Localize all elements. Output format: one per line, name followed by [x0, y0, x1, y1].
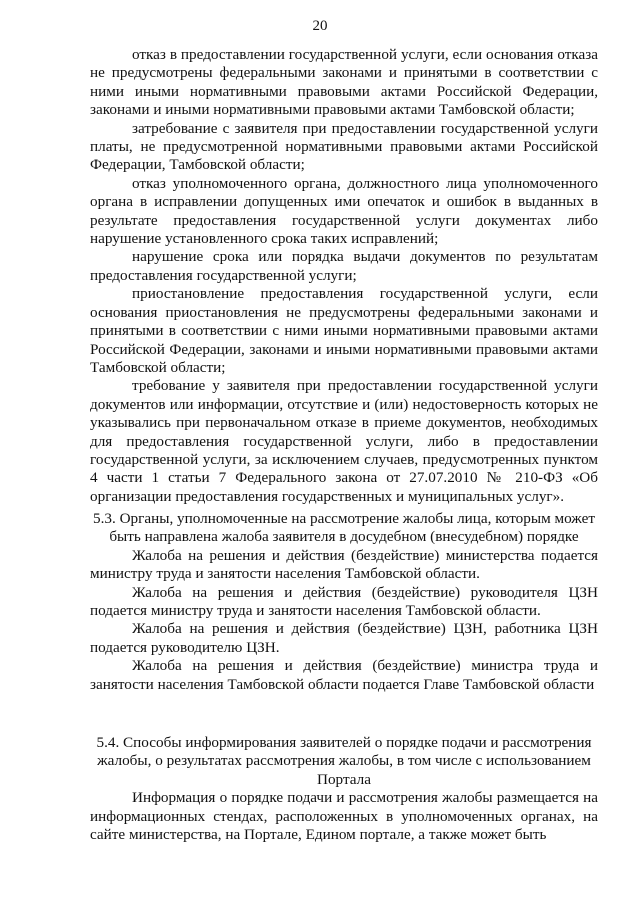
page-number: 20: [312, 18, 328, 34]
paragraph-czn-complaint: Жалоба на решения и действия (бездействие) ЦЗН, работника ЦЗН подается руководителю ЦЗН.: [90, 620, 598, 656]
paragraph-fee-demand: затребование с заявителя при предоставлении государственной услуги платы, не предусмотренной нормативными правовыми актами Российской Федерации, Тамбовской области;: [90, 119, 598, 174]
paragraph-information-placement: Информация о порядке подачи и рассмотрения жалобы размещается на информационных стендах, расположенных в уполномоченных органах, на сайте министерства, на Портале, Едином портале, а также может быть: [90, 789, 598, 844]
section-5-3-heading: 5.3. Органы, уполномоченные на рассмотрение жалобы лица, которым может быть направлена жалоба заявителя в досудебном (внесудебном) порядке: [93, 510, 595, 546]
section-5-4-heading: 5.4. Способы информирования заявителей о порядке подачи и рассмотрения жалобы, о результатах рассмотрения жалобы, в том числе с использованием Портала: [96, 734, 592, 788]
paragraph-czn-head-complaint: Жалоба на решения и действия (бездействие) руководителя ЦЗН подается министру труда и занятости населения Тамбовской области.: [90, 583, 598, 620]
paragraph-minister-complaint: Жалоба на решения и действия (бездействие) министра труда и занятости населения Тамбовской области подается Главе Тамбовской области: [90, 657, 598, 693]
paragraph-documents-demand: требование у заявителя при предоставлении государственной услуги документов или информации, отсутствие и (или) недостоверность которых не указывались при первоначальном отказе в приеме документов, необходимых для предоставления государственной услуги, либо в предоставлении государственной услуги, за исключением случаев, предусмотренных пунктом 4 части 1 статьи 7 Федерального закона от 27.07.2010 № 210-ФЗ «Об организации предоставления государственных и муниципальных услуг».: [90, 377, 598, 505]
paragraph-refusal: отказ в предоставлении государственной услуги, если основания отказа не предусмотрены федеральными законами и принятыми в соответствии с ними иными нормативными правовыми актами Российской Федерации, законами и иными нормативными правовыми актами Тамбовской области;: [90, 46, 598, 119]
section-5-3: [90, 510, 598, 694]
paragraph-suspension: приостановление предоставления государственной услуги, если основания приостановления не предусмотрены федеральными законами и принятыми в соответствии с ними иными нормативными правовыми актами Российской Федерации, законами и иными нормативными правовыми актами Тамбовской области;: [90, 285, 598, 376]
paragraph-correction-refusal: отказ уполномоченного органа, должностного лица уполномоченного органа в исправлении допущенных ими опечаток и ошибок в выданных в результате предоставления государственной услуги документах либо нарушение установленного срока таких исправлений;: [90, 174, 598, 248]
paragraph-ministry-complaint: Жалоба на решения и действия (бездействие) министерства подается министру труда и занятости населения Тамбовской области.: [90, 546, 598, 583]
section-5-4: [90, 734, 598, 844]
paragraph-issue-deadline: нарушение срока или порядка выдачи документов по результатам предоставления государственной услуги;: [90, 248, 598, 284]
grounds-list: [90, 46, 598, 506]
